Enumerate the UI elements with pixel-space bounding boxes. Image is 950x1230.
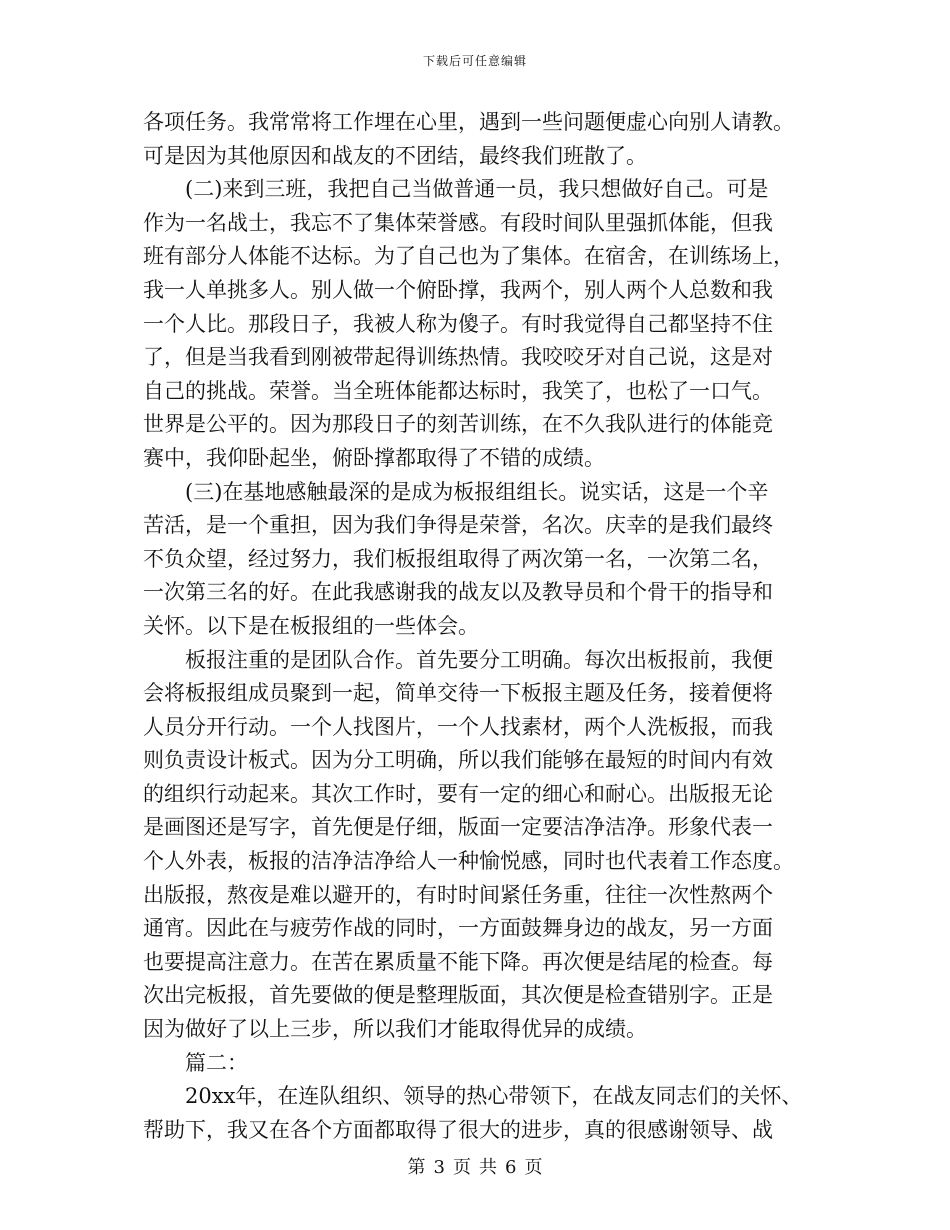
text-line: (三)在基地感触最深的是成为板报组组长。说实话，这是一个辛 [143, 479, 769, 504]
document-body [143, 106, 823, 1147]
text-line: 了，但是当我看到刚被带起得训练热情。我咬咬牙对自己说，这是对 [143, 345, 773, 370]
text-line: 出版报，熬夜是难以避开的，有时时间紧任务重，往往一次性熬两个 [143, 882, 773, 907]
page-footer [0, 1153, 950, 1179]
text-line: 的组织行动起来。其次工作时，要有一定的细心和耐心。出版报无论 [143, 781, 773, 806]
text-line: 世界是公平的。因为那段日子的刻苦训练，在不久我队进行的体能竞 [143, 412, 773, 437]
text-line: 赛中，我仰卧起坐，俯卧撑都取得了不错的成绩。 [143, 445, 605, 470]
text-line: 板报注重的是团队合作。首先要分工明确。每次出板报前，我便 [143, 647, 773, 672]
text-line: 也要提高注意力。在苦在累质量不能下降。再次便是结尾的检查。每 [143, 949, 773, 974]
text-line: 关怀。以下是在板报组的一些体会。 [143, 613, 479, 638]
text-line: 篇二： [143, 1050, 248, 1075]
text-line: 我一人单挑多人。别人做一个俯卧撑，我两个，别人两个人总数和我 [143, 277, 773, 302]
total-pages-number: 6 [505, 1157, 517, 1178]
text-line: 个人外表，板报的洁净洁净给人一种愉悦感，同时也代表着工作态度。 [143, 849, 794, 874]
text-line: 因为做好了以上三步，所以我们才能取得优异的成绩。 [143, 1017, 647, 1042]
text-line: 自己的挑战。荣誉。当全班体能都达标时，我笑了，也松了一口气。 [143, 378, 773, 403]
text-line: 则负责设计板式。因为分工明确，所以我们能够在最短的时间内有效 [143, 748, 773, 773]
footer-suffix: 页 [524, 1157, 543, 1178]
text-line: 次出完板报，首先要做的便是整理版面，其次便是检查错别字。正是 [143, 983, 773, 1008]
text-line: 帮助下，我又在各个方面都取得了很大的进步，真的很感谢领导、战 [143, 1117, 773, 1142]
footer-page-word: 页 [453, 1157, 471, 1178]
text-line: 一个人比。那段日子，我被人称为傻子。有时我觉得自己都坚持不住 [143, 311, 773, 336]
text-line: 不负众望，经过努力，我们板报组取得了两次第一名，一次第二名， [143, 546, 773, 571]
text-line: 是画图还是写字，首先便是仔细，版面一定要洁净洁净。形象代表一 [143, 815, 773, 840]
text-line: 会将板报组成员聚到一起，简单交待一下板报主题及任务，接着便将 [143, 681, 773, 706]
page-header-note: 下载后可任意编辑 [422, 54, 527, 68]
text-line: 各项任务。我常常将工作埋在心里，遇到一些问题便虚心向别人请教。 [143, 110, 794, 134]
footer-total-word: 共 [479, 1157, 497, 1178]
current-page-number: 3 [433, 1157, 445, 1178]
text-line: 可是因为其他原因和战友的不团结，最终我们班散了。 [143, 143, 647, 168]
text-line: 20xx年，在连队组织、领导的热心带领下，在战友同志们的关怀、 [143, 1084, 803, 1109]
text-line: 班有部分人体能不达标。为了自己也为了集体。在宿舍，在训练场上， [143, 244, 794, 269]
text-line: 作为一名战士，我忘不了集体荣誉感。有段时间队里强抓体能，但我 [143, 210, 773, 235]
text-line: 通宵。因此在与疲劳作战的同时，一方面鼓舞身边的战友，另一方面 [143, 916, 773, 941]
text-line: (二)来到三班，我把自己当做普通一员，我只想做好自己。可是 [143, 177, 769, 202]
text-line: 一次第三名的好。在此我感谢我的战友以及教导员和个骨干的指导和 [143, 580, 773, 605]
text-line: 苦活，是一个重担，因为我们争得是荣誉，名次。庆幸的是我们最终 [143, 513, 773, 538]
text-line: 人员分开行动。一个人找图片，一个人找素材，两个人洗板报，而我 [143, 714, 773, 739]
footer-prefix: 第 [407, 1157, 426, 1178]
